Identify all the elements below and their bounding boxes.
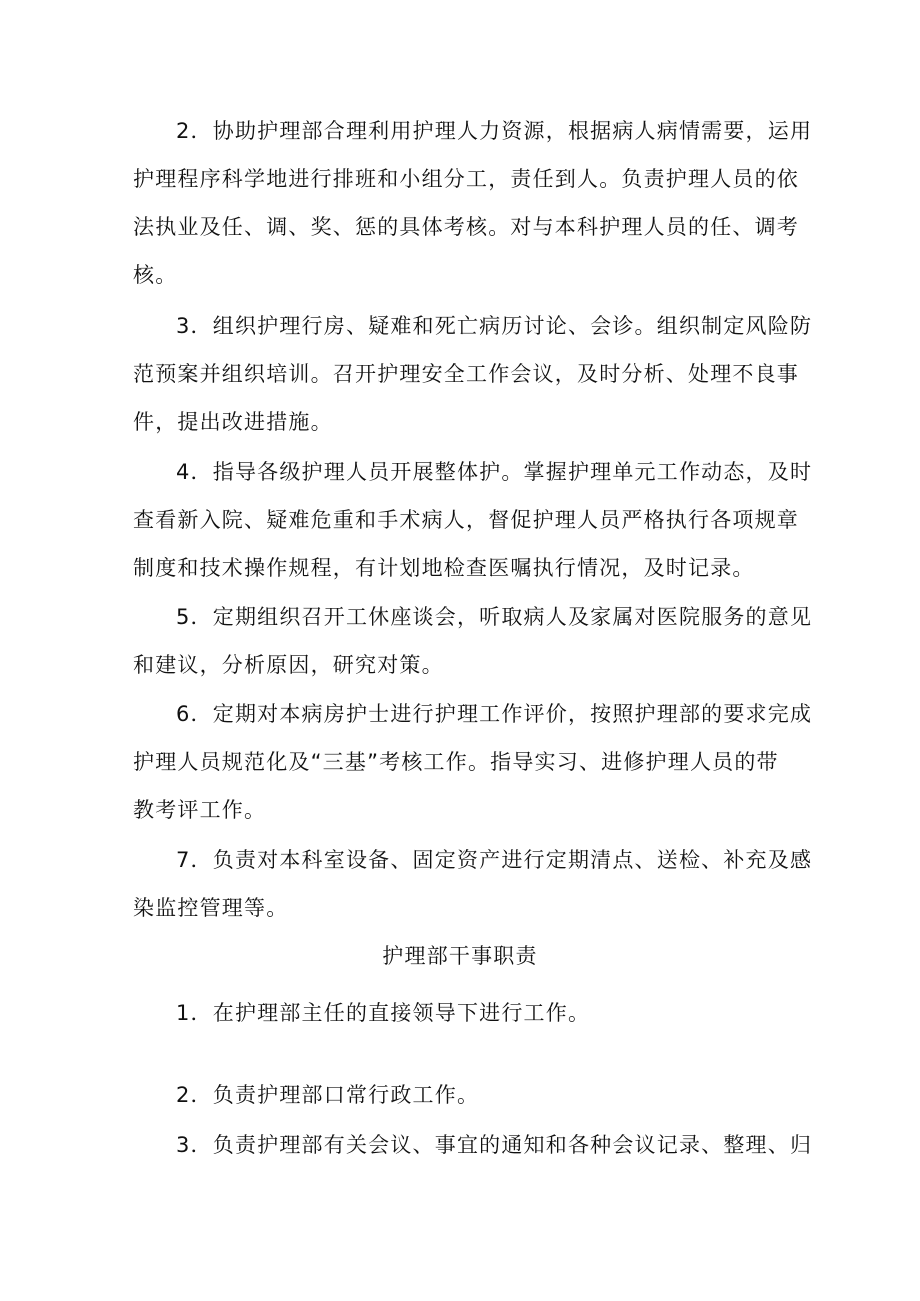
paragraph-3-line-3: 件，提出改进措施。 [133,410,333,434]
paragraph-6-line-2: 护理人员规范化及“三基”考核工作。指导实习、进修护理人员的带 [133,750,779,774]
section-item-1: 1．在护理部主任的直接领导下进行工作。 [176,1001,591,1025]
paragraph-4-line-2: 查看新入院、疑难危重和手术病人，督促护理人员严格执行各项规章 [133,508,799,532]
paragraph-7-line-1: 7．负责对本科室设备、固定资产进行定期清点、送检、补充及感 [176,848,813,872]
section-item-2: 2．负责护理部口常行政工作。 [176,1083,480,1107]
paragraph-5-line-1: 5．定期组织召开工休座谈会，听取病人及家属对医院服务的意见 [176,605,813,629]
section-item-3: 3．负责护理部有关会议、事宜的通知和各种会议记录、整理、归 [176,1133,813,1157]
paragraph-6-line-1: 6．定期对本病房护士进行护理工作评价，按照护理部的要求完成 [176,702,813,726]
paragraph-3-line-2: 范预案并组织培训。召开护理安全工作会议，及时分析、处理不良事 [133,362,799,386]
paragraph-2-line-3: 法执业及任、调、奖、惩的具体考核。对与本科护理人员的任、调考 [133,215,799,239]
section-title: 护理部干事职责 [382,944,538,968]
paragraph-2-line-2: 护理程序科学地进行排班和小组分工，责任到人。负责护理人员的依 [133,167,799,191]
paragraph-5-line-2: 和建议，分析原因，研究对策。 [133,653,444,677]
paragraph-4-line-3: 制度和技术操作规程，有计划地检查医嘱执行情况，及时记录。 [133,556,755,580]
paragraph-2-line-1: 2．协助护理部合理利用护理人力资源，根据病人病情需要，运用 [176,119,813,143]
paragraph-3-line-1: 3．组织护理行房、疑难和死亡病历讨论、会诊。组织制定风险防 [176,314,813,338]
paragraph-2-line-4: 核。 [133,263,178,287]
paragraph-6-line-3: 教考评工作。 [133,798,267,822]
paragraph-4-line-1: 4．指导各级护理人员开展整体护。掌握护理单元工作动态，及时 [176,460,813,484]
paragraph-7-line-2: 染监控管理等。 [133,896,289,920]
